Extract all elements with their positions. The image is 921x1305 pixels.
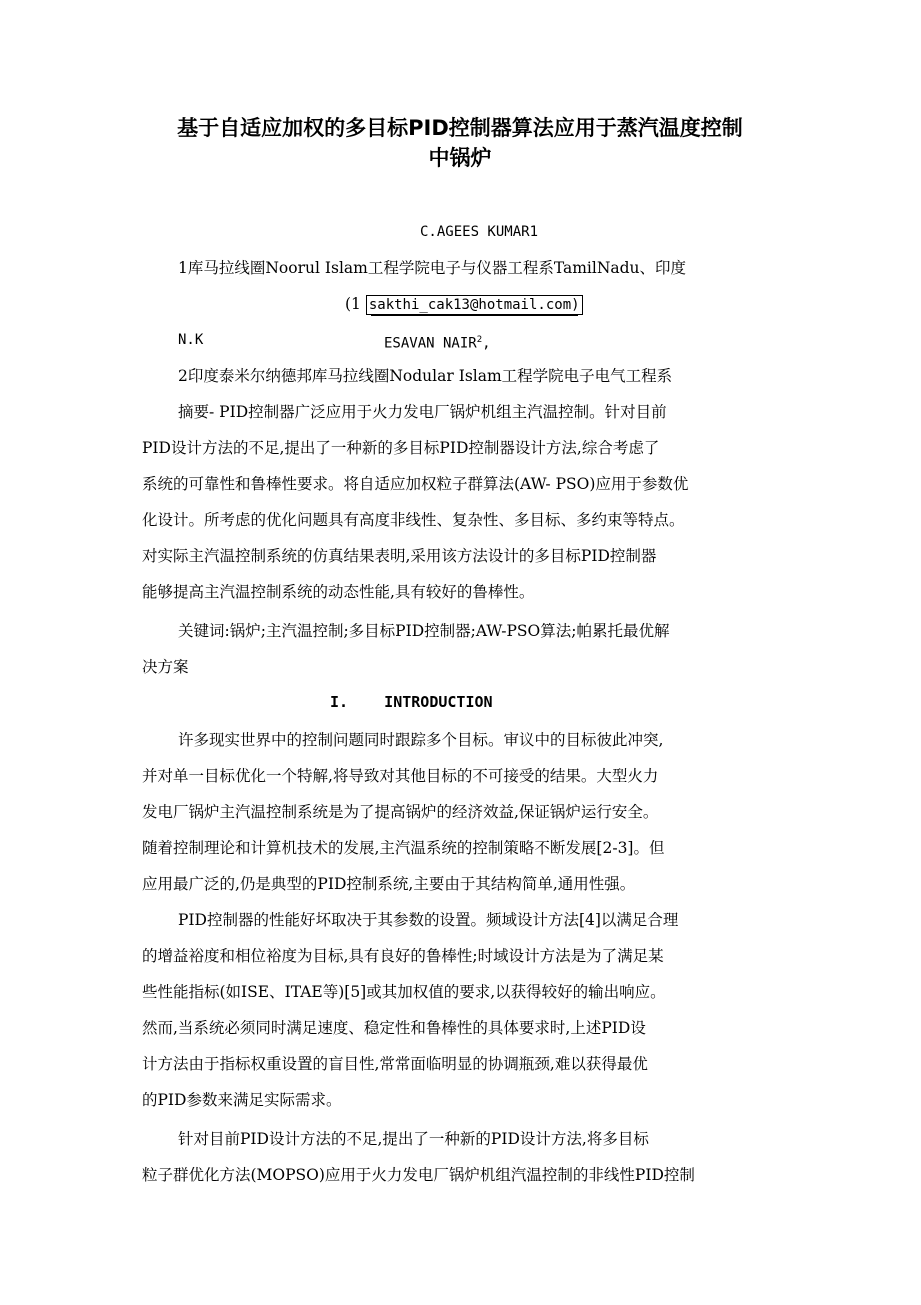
title-line-2: 中锅炉 — [428, 146, 492, 170]
section-heading — [330, 693, 493, 711]
author-1-name: C.AGEES KUMAR1 — [420, 224, 539, 240]
para1-line: 发电厂锅炉主汽温控制系统是为了提高锅炉的经济效益,保证锅炉运行安全。 — [142, 803, 659, 821]
paper-title — [110, 113, 810, 173]
para2-line: 些性能指标(如ISE、ITAE等)[5]或其加权值的要求,以获得较好的输出响应。 — [142, 983, 666, 1001]
author-2-name-right — [384, 330, 491, 354]
para2-line: 计方法由于指标权重设置的盲目性,常常面临明显的协调瓶颈,难以获得最优 — [142, 1055, 648, 1073]
email-link[interactable]: sakthi_cak13@hotmail.com) — [366, 295, 583, 315]
author-2-suffix: , — [482, 335, 491, 352]
abstract-line: 对实际主汽温控制系统的仿真结果表明,采用该方法设计的多目标PID控制器 — [142, 547, 657, 565]
para1-line: 应用最广泛的,仍是典型的PID控制系统,主要由于其结构简单,通用性强。 — [142, 875, 636, 893]
abstract-line: 摘要- PID控制器广泛应用于火力发电厂锅炉机组主汽温控制。针对目前 — [178, 403, 667, 421]
para2-line: 的增益裕度和相位裕度为目标,具有良好的鲁棒性;时域设计方法是为了满足某 — [142, 947, 664, 965]
author-1-affiliation: 1库马拉线圈Noorul Islam工程学院电子与仪器工程系TamilNadu、印度 — [178, 259, 687, 277]
para1-line: 许多现实世界中的控制问题同时跟踪多个目标。审议中的目标彼此冲突, — [178, 731, 664, 749]
para3-line: 粒子群优化方法(MOPSO)应用于火力发电厂锅炉机组汽温控制的非线性PID控制 — [142, 1166, 695, 1184]
author-2-name-left: N.K — [178, 332, 204, 348]
abstract-line: PID设计方法的不足,提出了一种新的多目标PID控制器设计方法,综合考虑了 — [142, 439, 660, 457]
para3-line: 针对目前PID设计方法的不足,提出了一种新的PID设计方法,将多目标 — [178, 1130, 649, 1148]
author-2-sup: 2 — [476, 335, 483, 345]
para1-line: 随着控制理论和计算机技术的发展,主汽温系统的控制策略不断发展[2-3]。但 — [142, 839, 665, 857]
abstract-line: 化设计。所考虑的优化问题具有高度非线性、复杂性、多目标、多约束等特点。 — [142, 511, 685, 529]
author-1-email-line — [345, 294, 583, 315]
keywords-line: 关键词:锅炉;主汽温控制;多目标PID控制器;AW-PSO算法;帕累托最优解 — [178, 622, 670, 640]
para2-line: PID控制器的性能好坏取决于其参数的设置。频域设计方法[4]以满足合理 — [178, 911, 679, 929]
para2-line: 的PID参数来满足实际需求。 — [142, 1091, 342, 1109]
email-prefix: (1 — [345, 295, 366, 313]
title-line-1: 基于自适应加权的多目标PID控制器算法应用于蒸汽温度控制 — [177, 116, 743, 140]
author-2-name-text: ESAVAN NAIR — [384, 335, 477, 352]
author-2-affiliation: 2印度泰米尔纳德邦库马拉线圈Nodular Islam工程学院电子电气工程系 — [178, 367, 673, 385]
abstract-line: 系统的可靠性和鲁棒性要求。将自适应加权粒子群算法(AW- PSO)应用于参数优 — [142, 475, 689, 493]
section-heading-text: I. INTRODUCTION — [330, 693, 493, 711]
keywords-line: 决方案 — [142, 658, 189, 676]
para1-line: 并对单一目标优化一个特解,将导致对其他目标的不可接受的结果。大型火力 — [142, 767, 659, 785]
abstract-line: 能够提高主汽温控制系统的动态性能,具有较好的鲁棒性。 — [142, 583, 535, 601]
para2-line: 然而,当系统必须同时满足速度、稳定性和鲁棒性的具体要求时,上述PID设 — [142, 1019, 646, 1037]
